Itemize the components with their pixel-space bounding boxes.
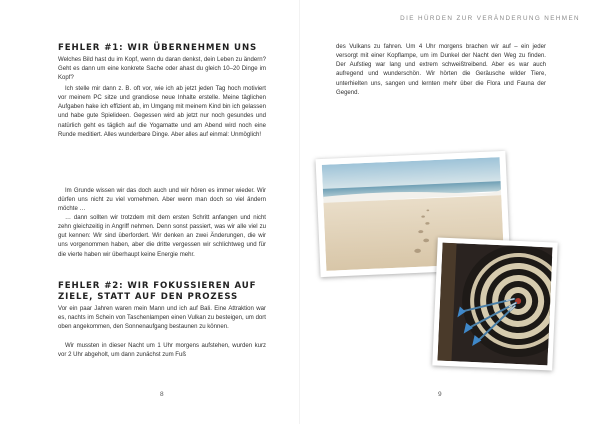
page-number-left: 8 — [160, 391, 164, 398]
paragraph: Welches Bild hast du im Kopf, wenn du daran denkst, dein Leben zu ändern? Geht es dann um eine konkrete Sache oder ahast du gleich 10–20 Dinge im Kopf? — [58, 57, 266, 82]
dartboard-photo — [432, 237, 557, 370]
paragraph: … dann sollten wir trotzdem mit dem ersten Schritt anfangen und nicht zehn gleichzeitig in Angriff nehmen. Denn sonst passiert, was wir alle viel zu gut kennen: Wir sind überfordert. Wir denken an zwei Änderungen, die wir uns vorgenommen haben, aber die dritte vergessen wir schlichtweg und für die vierte haben wir überhaupt keine Energie mehr. — [58, 215, 266, 258]
paragraph: Wir mussten in dieser Nacht um 1 Uhr morgens aufstehen, wurden kurz vor 2 Uhr abgeholt, um dann zunächst zum Fuß — [58, 343, 266, 359]
dartboard-image — [437, 243, 552, 366]
page-gutter — [299, 0, 300, 424]
paragraph: Im Grunde wissen wir das doch auch und wir hören es immer wieder. Wir dürfen uns nicht zu viel vornehmen. Aber wenn man doch so viel ändern möchte … — [58, 188, 266, 213]
running-header: DIE HÜRDEN ZUR VERÄNDERUNG NEHMEN — [400, 15, 580, 22]
page-number-right: 9 — [438, 391, 442, 398]
heading-fehler-1: FEHLER #1: WIR ÜBERNEHMEN UNS — [58, 43, 258, 53]
paragraph: Vor ein paar Jahren waren mein Mann und ich auf Bali. Eine Attraktion war es, nachts im Schein von Taschenlampen einen Vulkan zu besteigen, um dort oben angekommen, den Sonnenaufgang bestaunen zu können. — [58, 306, 266, 331]
paragraph: des Vulkans zu fahren. Um 4 Uhr morgens brachen wir auf – ein jeder versorgt mit einer Kopflampe, um im Dunkel der Nacht den Weg zu finden. Der Aufstieg war lang und extrem schweißtreibend. Aber es war auch aufregend und wunderschön. Wir hörten die Geräusche wilder Tiere, unterhielten uns, sangen und lernten mehr über die Flora und Fauna der Gegend. — [336, 44, 546, 96]
paragraph: Ich stelle mir dann z. B. oft vor, wie ich ab jetzt jeden Tag hoch motiviert vor meinem PC sitze und grandiose neue Inhalte erstelle. Meine täglichen Aufgaben hake ich effizient ab, im Umgang mit meinem Kind bin ich gelassen und habe gute Spielideen. Gegessen wird ab jetzt nur noch gesundes und natürlich geht es täglich auf die Yogamatte und am Abend wird noch eine Runde meditiert. Alles wunderbare Dinge. Aber alles auf einmal: Unmöglich! — [58, 86, 266, 138]
heading-fehler-2: FEHLER #2: WIR FOKUSSIEREN AUF ZIELE, STATT AUF DEN PROZESS — [58, 281, 257, 302]
